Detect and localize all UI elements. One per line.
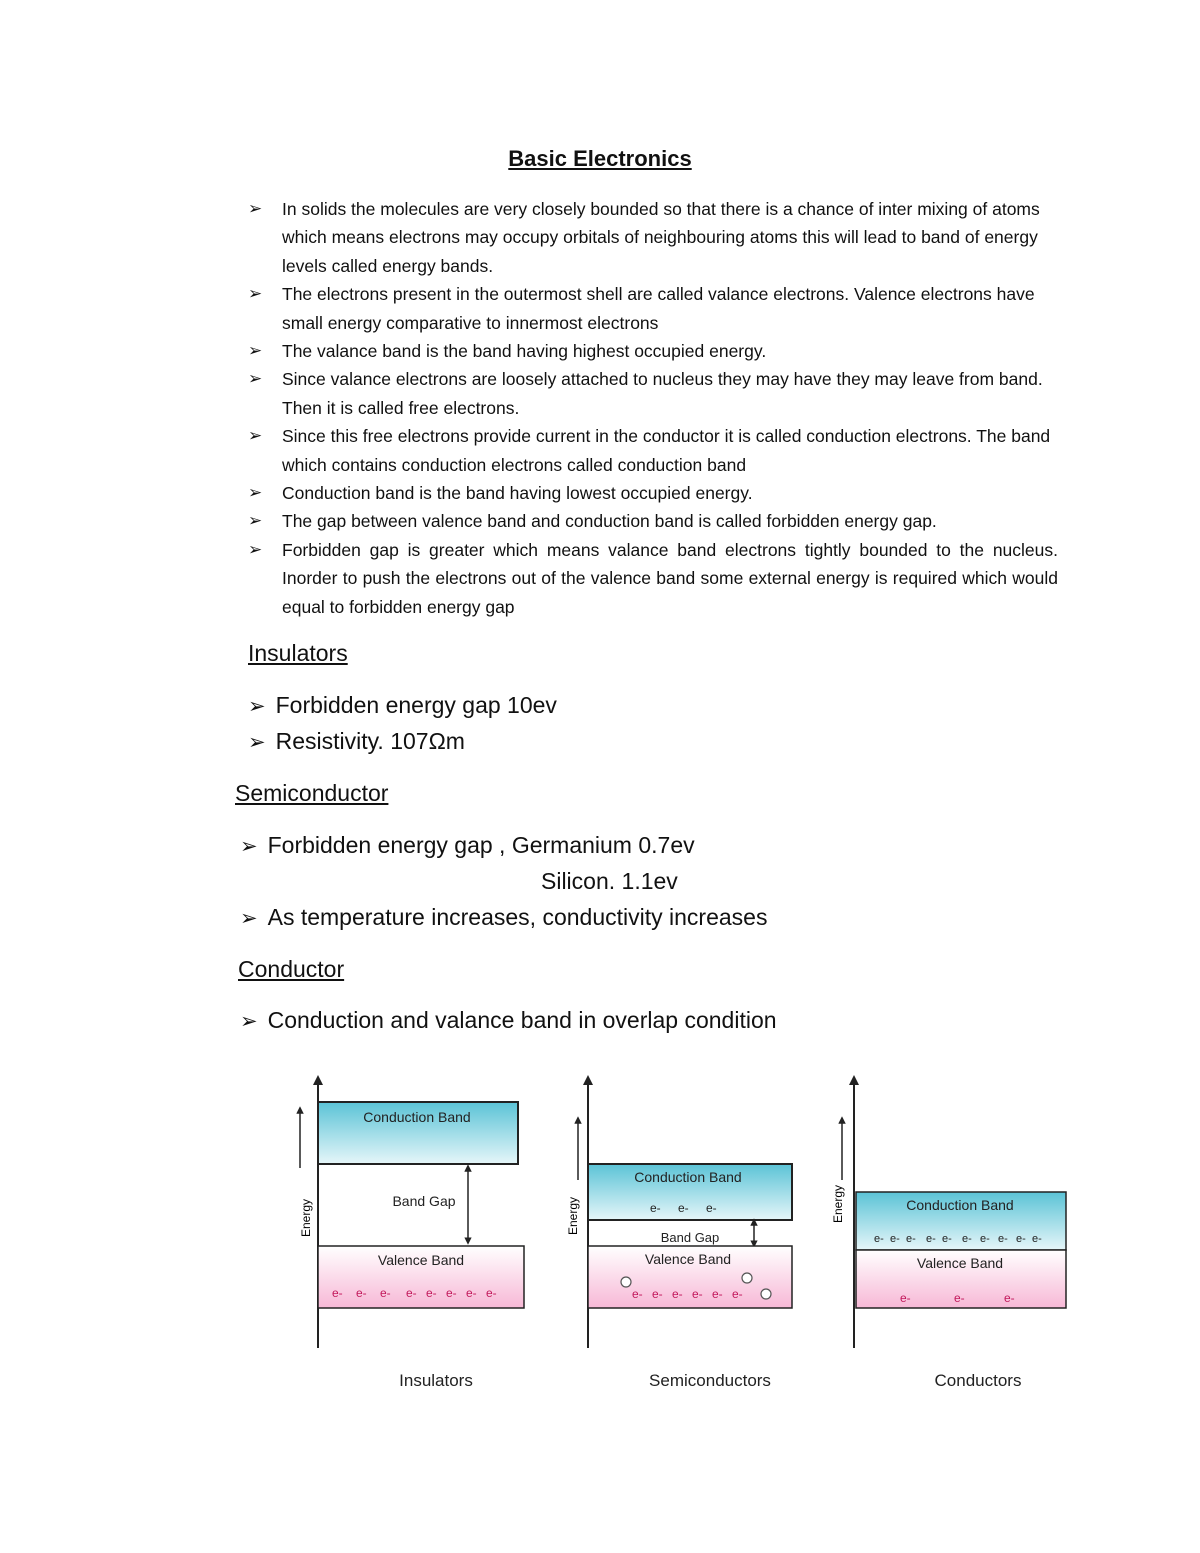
electron-label: e- — [486, 1286, 497, 1300]
arrow-bullet-icon: ➢ — [248, 284, 263, 305]
electron-label: e- — [942, 1233, 952, 1245]
insulators-resistivity-text: Resistivity. 107Ωm — [275, 728, 465, 754]
conduction-band-label: Conduction Band — [363, 1109, 471, 1125]
semiconductor-panel — [566, 1080, 792, 1390]
arrow-bullet-icon: ➢ — [240, 906, 258, 930]
arrow-bullet-icon: ➢ — [248, 199, 263, 219]
hole-icon — [761, 1289, 771, 1299]
list-item — [248, 195, 1058, 280]
arrow-bullet-icon: ➢ — [248, 483, 263, 504]
electron-label: e- — [692, 1287, 703, 1301]
list-item — [248, 422, 1058, 479]
list-item — [248, 280, 1058, 337]
list-item-text: The gap between valence band and conduction band is called forbidden energy gap. — [282, 511, 937, 532]
conductor-heading: Conductor — [238, 956, 345, 982]
list-item-text: The electrons present in the outermost shell are called valance electrons. Valence electrons have small energy comparative to innermost electrons — [282, 284, 1035, 333]
arrow-bullet-icon: ➢ — [248, 539, 263, 560]
band-gap-label: Band Gap — [392, 1193, 456, 1209]
semiconductor-temperature-text: As temperature increases, conductivity increases — [267, 904, 768, 930]
list-item-text: Since valance electrons are loosely attached to nucleus they may have they may leave from band. Then it is called free electrons. — [282, 369, 1043, 418]
list-item-text: Conduction band is the band having lowest occupied energy. — [282, 483, 753, 504]
arrow-bullet-icon: ➢ — [248, 694, 266, 718]
energy-axis-label: Energy — [831, 1184, 845, 1224]
conductor-panel — [831, 1080, 1066, 1390]
semiconductor-gap-text: Forbidden energy gap , Germanium 0.7ev — [267, 832, 695, 858]
energy-axis-label: Energy — [566, 1196, 580, 1236]
intro-bullet-list — [248, 195, 1058, 621]
electron-label: e- — [712, 1287, 723, 1301]
insulators-heading: Insulators — [248, 640, 348, 666]
electron-label: e- — [706, 1201, 717, 1215]
electron-label: e- — [874, 1233, 884, 1245]
energy-axis-label: Energy — [299, 1198, 313, 1238]
conductors-caption: Conductors — [934, 1371, 1022, 1390]
conduction-band-label: Conduction Band — [634, 1169, 742, 1185]
electron-label: e- — [962, 1233, 972, 1245]
arrow-bullet-icon: ➢ — [240, 1009, 258, 1033]
electron-label: e- — [954, 1291, 965, 1305]
electron-label: e- — [632, 1287, 643, 1301]
electron-label: e- — [926, 1233, 936, 1245]
valence-band-label: Valence Band — [377, 1252, 465, 1268]
page-title: Basic Electronics — [508, 146, 692, 171]
list-item-text: In solids the molecules are very closely bounded so that there is a chance of inter mixing of atoms which means electrons may occupy orbitals of neighbouring atoms this will lead to band of energy levels called energy bands. — [282, 199, 1040, 276]
arrow-bullet-icon: ➢ — [248, 426, 263, 447]
hole-icon — [742, 1273, 752, 1283]
list-item — [248, 507, 1058, 535]
electron-label: e- — [906, 1233, 916, 1245]
conductor-item — [240, 1007, 777, 1034]
electron-label: e- — [466, 1286, 477, 1300]
electron-label: e- — [998, 1233, 1008, 1245]
insulator-panel — [299, 1080, 524, 1390]
hole-icon — [621, 1277, 631, 1287]
conductor-overlap-text: Conduction and valance band in overlap condition — [267, 1007, 777, 1033]
electron-label: e- — [678, 1201, 689, 1215]
electron-label: e- — [652, 1287, 663, 1301]
list-item — [248, 337, 1058, 365]
insulators-item — [248, 728, 465, 755]
electron-label: e- — [380, 1286, 391, 1300]
list-item — [248, 479, 1058, 507]
valence-band-label: Valence Band — [644, 1251, 732, 1267]
electron-label: e- — [1016, 1233, 1026, 1245]
energy-band-diagram — [280, 1068, 1100, 1408]
electron-label: e- — [900, 1291, 911, 1305]
electron-label: e- — [356, 1286, 367, 1300]
insulators-caption: Insulators — [399, 1371, 473, 1390]
valence-band-label: Valence Band — [916, 1255, 1004, 1271]
electron-label: e- — [446, 1286, 457, 1300]
insulators-item — [248, 692, 557, 719]
electron-label: e- — [672, 1287, 683, 1301]
electron-label: e- — [406, 1286, 417, 1300]
semiconductor-item — [240, 832, 695, 859]
electron-label: e- — [1004, 1291, 1015, 1305]
conduction-band-label: Conduction Band — [906, 1197, 1014, 1213]
arrow-bullet-icon: ➢ — [248, 341, 263, 362]
list-item — [248, 536, 1058, 621]
arrow-bullet-icon: ➢ — [240, 834, 258, 858]
arrow-bullet-icon: ➢ — [248, 369, 263, 390]
energy-band-svg — [280, 1068, 1100, 1408]
list-item — [248, 365, 1058, 422]
electron-label: e- — [980, 1233, 990, 1245]
arrow-bullet-icon: ➢ — [248, 511, 263, 532]
band-gap-label: Band Gap — [660, 1230, 720, 1245]
semiconductor-silicon-text: Silicon. 1.1ev — [541, 868, 678, 894]
electron-label: e- — [332, 1286, 343, 1300]
semiconductors-caption: Semiconductors — [649, 1371, 771, 1390]
list-item-text: Since this free electrons provide current in the conductor it is called conduction electrons. The band which contains conduction electrons called conduction band — [282, 426, 1051, 475]
semiconductor-item — [240, 904, 767, 931]
electron-label: e- — [650, 1201, 661, 1215]
electron-label: e- — [1032, 1233, 1042, 1245]
list-item-text: The valance band is the band having highest occupied energy. — [282, 341, 767, 362]
semiconductor-heading: Semiconductor — [235, 780, 389, 806]
electron-label: e- — [732, 1287, 743, 1301]
electron-label: e- — [890, 1233, 900, 1245]
insulators-gap-text: Forbidden energy gap 10ev — [275, 692, 557, 718]
list-item-text: Forbidden gap is greater which means valance band electrons tightly bounded to the nucleus. Inorder to push the electrons out of the valence band some external energy is required which would equal to forbidden energy gap — [282, 539, 1058, 617]
electron-label: e- — [426, 1286, 437, 1300]
arrow-bullet-icon: ➢ — [248, 730, 266, 754]
